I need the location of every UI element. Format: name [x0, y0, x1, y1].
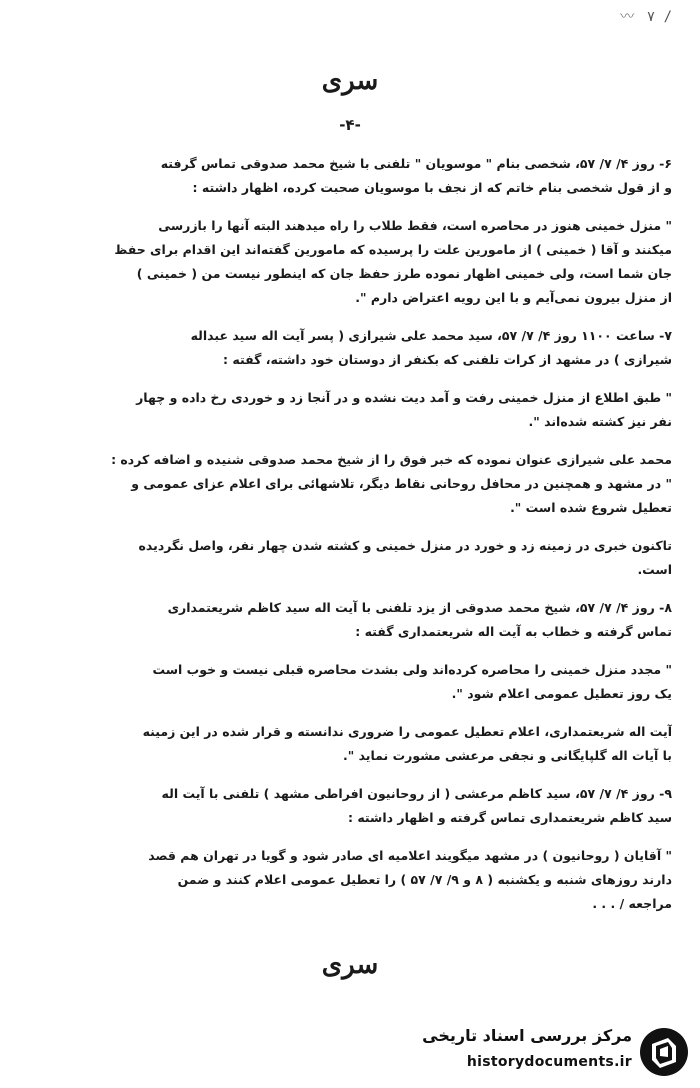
text-line: " آقایان ( روحانیون ) در مشهد میگویند اعلامیه ای صادر شود و گویا در تهران هم قصد	[148, 848, 672, 863]
text-line: آیت اله شریعتمداری، اعلام تعطیل عمومی را ضروری ندانسته و قرار شده در این زمینه	[142, 724, 672, 739]
text-line: با آیات اله گلپایگانی و نجفی مرعشی مشورت نماید ".	[342, 748, 672, 763]
text-line: تاکنون خبری در زمینه زد و خورد در منزل خمینی و کشته شدن چهار نفر، واصل نگردیده	[138, 538, 672, 553]
text-line: میکنند و آقا ( خمینی ) از مامورین علت را پرسیده که مامورین گفته‌اند این اقدام برای حفظ	[114, 242, 672, 257]
paragraph	[32, 720, 672, 768]
classification-header: سری	[321, 66, 379, 96]
text-line: دارند روزهای شنبه و یکشنبه ( ۸ و ۹/ ۷/ ۵۷ ) را تعطیل عمومی اعلام کنند و ضمن	[177, 872, 672, 887]
paragraph	[32, 324, 672, 372]
paragraph	[32, 782, 672, 830]
paragraph	[32, 658, 672, 706]
watermark-url: historydocuments.ir	[466, 1054, 632, 1070]
paragraph	[32, 214, 672, 310]
classification-footer: سری	[321, 950, 379, 980]
text-line: جان شما است، ولی خمینی اظهار نموده طرز حفظ جان که اینطور نیست من ( خمینی )	[136, 266, 672, 281]
paragraph	[32, 386, 672, 434]
text-line: از منزل بیرون نمی‌آیم و با این رویه اعتراض دارم ".	[355, 290, 672, 305]
corner-mark: 〰 ۷ /	[620, 9, 672, 25]
text-line: " طبق اطلاع از منزل خمینی رفت و آمد دیت نشده و در آنجا زد و خوردی رخ داده و چهار	[136, 390, 672, 405]
text-line: تعطیل شروع شده است ".	[510, 500, 672, 515]
text-line: یک روز تعطیل عمومی اعلام شود ".	[451, 686, 672, 701]
text-line: است.	[637, 562, 672, 577]
text-line: تماس گرفته و خطاب به آیت اله شریعتمداری گفته :	[355, 624, 672, 639]
text-line: و از قول شخصی بنام خاتم که از نجف با موسویان صحبت کرده، اظهار داشته :	[192, 180, 672, 195]
text-line: " در مشهد و همچنین در محافل روحانی نقاط دیگر، تلاشهائی برای اعلام عزای عمومی و	[131, 476, 672, 491]
paragraph	[32, 596, 672, 644]
text-line: ۹- روز ۴/ ۷/ ۵۷، سید کاظم مرعشی ( از روحانیون افراطی مشهد ) تلفنی با آیت اله	[161, 786, 672, 801]
text-line: " منزل خمینی هنوز در محاصره است، فقط طلاب را راه میدهند البته آنها را بازرسی	[158, 218, 672, 233]
text-line: نفر نیز کشته شده‌اند ".	[528, 414, 672, 429]
text-line: شیرازی ) در مشهد از کرات تلفنی که بکنفر از دوستان خود داشته، گفته :	[223, 352, 672, 367]
text-line: ۸- روز ۴/ ۷/ ۵۷، شیخ محمد صدوقی از یزد تلفنی با آیت اله سید کاظم شریعتمداری	[167, 600, 672, 615]
document-body	[32, 152, 672, 930]
paragraph	[32, 152, 672, 200]
watermark	[405, 1024, 690, 1082]
archive-logo-icon	[638, 1026, 690, 1078]
text-line: " مجدد منزل خمینی را محاصره کرده‌اند ولی بشدت محاصره قبلی نیست و خوب است	[152, 662, 672, 677]
text-line: ۶- روز ۴/ ۷/ ۵۷، شخصی بنام " موسویان " تلفنی با شیخ محمد صدوقی تماس گرفته	[160, 156, 672, 171]
watermark-title: مرکز بررسی اسناد تاریخی	[422, 1026, 632, 1045]
text-line: ۷- ساعت ۱۱۰۰ روز ۴/ ۷/ ۵۷، سید محمد علی شیرازی ( پسر آیت اله سید عبداله	[190, 328, 672, 343]
text-line: سید کاظم شریعتمداری تماس گرفته و اظهار داشته :	[348, 810, 672, 825]
paragraph	[32, 844, 672, 916]
paragraph	[32, 534, 672, 582]
text-line: مراجعه / . . .	[592, 896, 672, 911]
paragraph	[32, 448, 672, 520]
page-number: -۴-	[339, 116, 361, 134]
text-line: محمد علی شیرازی عنوان نموده که خبر فوق را از شیخ محمد صدوقی شنیده و اضافه کرده :	[111, 452, 672, 467]
